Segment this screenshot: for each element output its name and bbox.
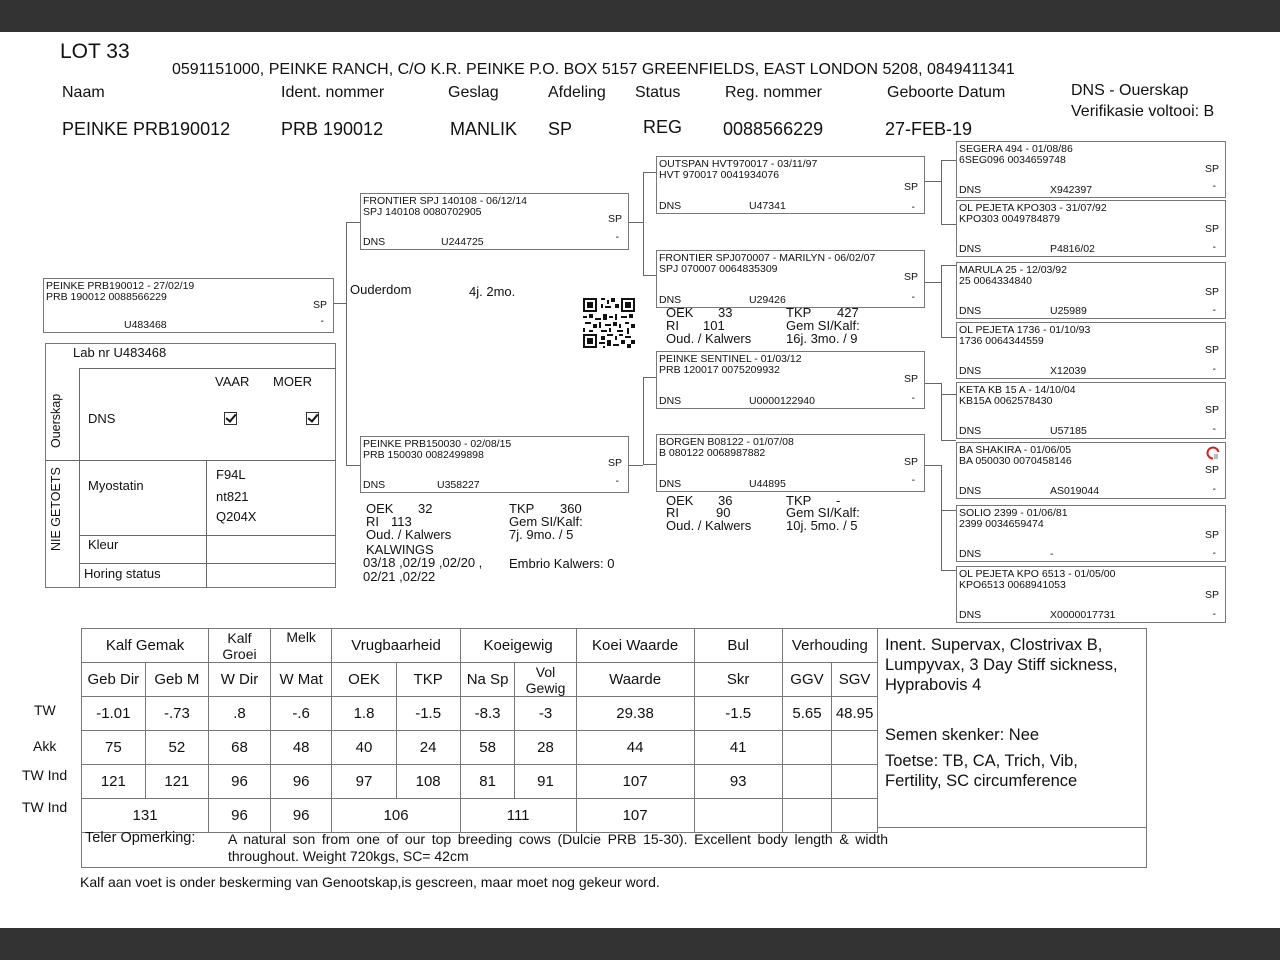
- ggp-dns: DNS: [959, 485, 982, 497]
- ouderdom-label: Ouderdom: [350, 282, 412, 297]
- label-geboorte: Geboorte Datum: [887, 84, 1006, 101]
- dam-ri-value: 113: [391, 514, 412, 529]
- cell: 96: [270, 799, 332, 833]
- gp-oek-value: 33: [718, 305, 733, 320]
- cell: 111: [460, 799, 576, 833]
- nie-getoets-label: NIE GETOETS: [49, 467, 63, 551]
- dam-oek-value: 32: [418, 501, 433, 516]
- connector: [346, 222, 347, 466]
- gp-id: U47341: [749, 200, 786, 212]
- ggp-dash: -: [1212, 483, 1216, 495]
- cell: 44: [576, 731, 694, 765]
- great-grandparent-box: [956, 262, 1226, 319]
- cell: 52: [145, 731, 208, 765]
- ggp-dash: -: [1212, 363, 1216, 375]
- ggp-line2: KB15A 0062578430: [959, 395, 1053, 407]
- cell: 41: [694, 731, 782, 765]
- gp-oek-label: OEK: [666, 493, 694, 508]
- cell: 107: [576, 765, 694, 799]
- ggp-sp: SP: [1204, 589, 1219, 601]
- connector: [941, 465, 942, 571]
- table-row: [82, 765, 878, 799]
- dam-tkp-value: 360: [560, 501, 582, 516]
- gp-line2: HVT 970017 0041934076: [659, 169, 780, 181]
- qr-code-icon: [583, 298, 635, 348]
- connector: [629, 465, 643, 466]
- gp-oek-label: OEK: [666, 305, 694, 320]
- row-label: Akk: [33, 738, 57, 754]
- connector: [643, 377, 644, 465]
- sire-box: [360, 193, 629, 250]
- ggp-line1: SOLIO 2399 - 01/06/81: [959, 507, 1068, 519]
- cell: -1.01: [82, 697, 146, 731]
- cell: .8: [209, 697, 271, 731]
- grandparent-box: [656, 434, 925, 492]
- grandparent-box: [656, 156, 925, 214]
- connector: [941, 160, 956, 161]
- breeder-remark: [81, 828, 1147, 868]
- column-header: TKP: [396, 663, 460, 697]
- cell: 48.95: [832, 697, 878, 731]
- grandparent-box: [656, 250, 925, 308]
- ggp-sp: SP: [1204, 344, 1219, 356]
- group-header: Bul: [694, 629, 782, 663]
- gp-id: U44895: [749, 478, 786, 490]
- cell: -3: [515, 697, 576, 731]
- value-geboorte: 27-FEB-19: [885, 119, 973, 139]
- sire-dash: -: [615, 231, 619, 243]
- ggp-id: X12039: [1050, 365, 1087, 377]
- gp-tkp-label: TKP: [786, 493, 812, 508]
- ggp-sp: SP: [1204, 529, 1219, 541]
- group-header: Koei Waarde: [576, 629, 694, 663]
- dam-tkp-label: TKP: [509, 501, 535, 516]
- moer-label: MOER: [273, 374, 312, 389]
- sire-line1: FRONTIER SPJ 140108 - 06/12/14: [363, 195, 527, 207]
- ggp-id: X0000017731: [1050, 609, 1116, 621]
- certified-logo-icon: [1206, 446, 1220, 460]
- ggp-id: -: [1050, 548, 1054, 560]
- connector: [643, 172, 657, 173]
- dam-line1: PEINKE PRB150030 - 02/08/15: [363, 438, 512, 450]
- connector: [941, 394, 956, 395]
- row-label: TW Ind: [22, 767, 68, 783]
- gp-id: U0000122940: [749, 395, 815, 407]
- animal-box: [43, 278, 334, 333]
- gp-oek-value: 36: [718, 493, 733, 508]
- cell: -1.5: [396, 697, 460, 731]
- ggp-dash: -: [1212, 608, 1216, 620]
- ggp-line1: MARULA 25 - 12/03/92: [959, 264, 1067, 276]
- dam-gem-label: Gem SI/Kalf:: [509, 514, 583, 529]
- great-grandparent-box: [956, 200, 1226, 257]
- gp-tkp-label: TKP: [786, 305, 812, 320]
- semen-donor-text: Semen skenker: Nee: [885, 726, 1040, 744]
- ouderdom-value: 4j. 2mo.: [469, 284, 516, 299]
- ggp-sp: SP: [1204, 404, 1219, 416]
- cell: 121: [82, 765, 146, 799]
- ggp-line1: SEGERA 494 - 01/08/86: [959, 143, 1073, 155]
- ggp-id: P4816/02: [1050, 243, 1095, 255]
- moer-check-icon: [306, 412, 319, 425]
- ggp-line2: 2399 0034659474: [959, 518, 1044, 530]
- connector: [941, 224, 956, 225]
- myostatin-q204x: Q204X: [216, 509, 257, 524]
- value-afdeling: SP: [548, 119, 573, 139]
- gp-dash: -: [911, 201, 915, 213]
- remark-label: Teler Opmerking:: [85, 830, 196, 846]
- connector: [941, 160, 942, 225]
- ggp-dash: -: [1212, 241, 1216, 253]
- gp-oud-value: 16j. 3mo. / 9: [786, 331, 858, 346]
- group-header: Vrugbaarheid: [332, 629, 460, 663]
- dam-dash: -: [615, 475, 619, 487]
- cell: [832, 731, 878, 765]
- dam-box: [360, 436, 629, 493]
- cell: [782, 731, 831, 765]
- group-header: Koeigewig: [460, 629, 576, 663]
- myostatin-label: Myostatin: [88, 478, 144, 493]
- gp-sp: SP: [903, 271, 918, 283]
- cell: 48: [270, 731, 332, 765]
- ggp-line2: 6SEG096 0034659748: [959, 154, 1066, 166]
- cell: 107: [576, 799, 694, 833]
- cell: 24: [396, 731, 460, 765]
- myostatin-f94l: F94L: [216, 467, 246, 482]
- table-row: [82, 731, 878, 765]
- great-grandparent-box: [956, 382, 1226, 439]
- cell: 58: [460, 731, 515, 765]
- column-header: Vol Gewig: [515, 663, 576, 697]
- gp-ri-label: RI: [666, 318, 679, 333]
- lab-results-panel: [45, 343, 336, 588]
- dam-ri-label: RI: [366, 514, 379, 529]
- connector: [346, 465, 360, 466]
- gp-oud-label: Oud. / Kalwers: [666, 331, 752, 346]
- ggp-line2: BA 050030 0070458146: [959, 455, 1072, 467]
- group-header: Melk: [270, 629, 332, 663]
- ggp-id: U25989: [1050, 305, 1087, 317]
- connector: [629, 222, 643, 223]
- connector: [941, 265, 942, 338]
- gp-line1: FRONTIER SPJ070007 - MARILYN - 06/02/07: [659, 252, 876, 264]
- cell: 96: [209, 799, 271, 833]
- animal-dash: -: [320, 315, 324, 327]
- sire-dns: DNS: [363, 236, 386, 248]
- cell: 29.38: [576, 697, 694, 731]
- gp-line1: OUTSPAN HVT970017 - 03/11/97: [659, 158, 818, 170]
- great-grandparent-box: [956, 322, 1226, 379]
- cell: [832, 765, 878, 799]
- gp-line2: B 080122 0068987882: [659, 447, 766, 459]
- myostatin-nt821: nt821: [216, 489, 249, 504]
- label-afdeling: Afdeling: [548, 84, 606, 101]
- great-grandparent-box: [956, 442, 1226, 499]
- group-header-row: [82, 629, 878, 663]
- cell: 28: [515, 731, 576, 765]
- gp-sp: SP: [903, 456, 918, 468]
- gp-dash: -: [911, 392, 915, 404]
- label-status: Status: [635, 84, 681, 101]
- gp-dns: DNS: [659, 478, 682, 490]
- group-header: Verhouding: [782, 629, 877, 663]
- dam-kalwings-label: KALWINGS: [366, 542, 434, 557]
- value-status: REG: [643, 117, 683, 137]
- column-header: W Mat: [270, 663, 332, 697]
- sire-line2: SPJ 140108 0080702905: [363, 206, 482, 218]
- cell: 68: [209, 731, 271, 765]
- footer-note: Kalf aan voet is onder beskerming van Genootskap,is gescreen, maar moet nog gekeur word.: [80, 874, 660, 890]
- horing-status-label: Horing status: [84, 566, 161, 581]
- dam-sp: SP: [607, 457, 622, 469]
- connector: [941, 337, 956, 338]
- cell: -8.3: [460, 697, 515, 731]
- ggp-line1: BA SHAKIRA - 01/06/05: [959, 444, 1072, 456]
- gp-tkp-value: 427: [837, 305, 859, 320]
- ggp-line1: KETA KB 15 A - 14/10/04: [959, 384, 1076, 396]
- gp-oud-label: Oud. / Kalwers: [666, 518, 752, 533]
- label-geslag: Geslag: [448, 84, 499, 101]
- dam-oek-label: OEK: [366, 501, 394, 516]
- cell: 121: [145, 765, 208, 799]
- gp-line2: SPJ 070007 0064835309: [659, 263, 778, 275]
- connector: [925, 383, 941, 384]
- ggp-dash: -: [1212, 547, 1216, 559]
- column-header: OEK: [332, 663, 396, 697]
- column-header: Geb M: [145, 663, 208, 697]
- gp-line1: BORGEN B08122 - 01/07/08: [659, 436, 794, 448]
- ouerskap-label: Ouerskap: [49, 393, 63, 448]
- gp-dns: DNS: [659, 395, 682, 407]
- connector: [941, 440, 956, 441]
- gp-gem-label: Gem SI/Kalf:: [786, 318, 860, 333]
- divider: [46, 460, 336, 461]
- gp-tkp-value: -: [836, 493, 841, 508]
- breeding-values-table: [81, 628, 878, 833]
- value-ident: PRB 190012: [281, 119, 384, 139]
- row-label: TW Ind: [22, 799, 68, 815]
- cell: 106: [332, 799, 460, 833]
- connector: [334, 303, 346, 304]
- ggp-line2: 1736 0064344559: [959, 335, 1044, 347]
- column-header-row: [82, 663, 878, 697]
- cell: 131: [82, 799, 209, 833]
- gp-line1: PEINKE SENTINEL - 01/03/12: [659, 353, 802, 365]
- dam-id: U358227: [437, 479, 480, 491]
- dam-oud-value: 7j. 9mo. / 5: [509, 527, 574, 542]
- gp-sp: SP: [903, 373, 918, 385]
- cell: -1.5: [694, 697, 782, 731]
- tests-text: Toetse: TB, CA, Trich, Vib, Fertility, SC circumference: [885, 752, 1078, 790]
- ggp-sp: SP: [1204, 223, 1219, 235]
- ggp-dns: DNS: [959, 243, 982, 255]
- column-header: W Dir: [209, 663, 271, 697]
- ggp-dash: -: [1212, 304, 1216, 316]
- column-header: SGV: [832, 663, 878, 697]
- connector: [941, 570, 956, 571]
- dam-dns: DNS: [363, 479, 386, 491]
- column-header: GGV: [782, 663, 831, 697]
- sire-sp: SP: [607, 213, 622, 225]
- column-header: Na Sp: [460, 663, 515, 697]
- column-header: Geb Dir: [82, 663, 146, 697]
- animal-line1: PEINKE PRB190012 - 27/02/19: [46, 280, 195, 292]
- group-header: Kalf Gemak: [82, 629, 209, 663]
- grandparent-box: [656, 351, 925, 409]
- top-bar: [0, 0, 1280, 32]
- svg-text:II: II: [1214, 454, 1218, 460]
- gp-ri-label: RI: [666, 505, 679, 520]
- bottom-bar: [0, 928, 1280, 960]
- ggp-line2: 25 0064334840: [959, 275, 1032, 287]
- table-row: [82, 697, 878, 731]
- gp-dns: DNS: [659, 294, 682, 306]
- vaar-label: VAAR: [215, 374, 250, 389]
- dam-line2: PRB 150030 0082499898: [363, 449, 484, 461]
- ggp-dash: -: [1212, 180, 1216, 192]
- gp-dns: DNS: [659, 200, 682, 212]
- connector: [941, 510, 956, 511]
- sire-id: U244725: [441, 236, 484, 248]
- cell: 96: [270, 765, 332, 799]
- connector: [643, 172, 644, 276]
- great-grandparent-box: [956, 566, 1226, 623]
- cell: 91: [515, 765, 576, 799]
- gp-id: U29426: [749, 294, 786, 306]
- cell: 5.65: [782, 697, 831, 731]
- cell: 97: [332, 765, 396, 799]
- divider: [79, 563, 336, 564]
- connector: [925, 181, 941, 182]
- column-header: Skr: [694, 663, 782, 697]
- value-reg: 0088566229: [723, 119, 824, 139]
- connector: [346, 222, 360, 223]
- ggp-dns: DNS: [959, 609, 982, 621]
- cell: 81: [460, 765, 515, 799]
- gp-sp: SP: [903, 181, 918, 193]
- connector: [643, 377, 657, 378]
- ggp-line1: OL PEJETA KPO303 - 31/07/92: [959, 202, 1107, 214]
- notes-panel: [877, 628, 1147, 828]
- animal-sp: SP: [312, 299, 327, 311]
- ggp-line2: KPO303 0049784879: [959, 213, 1061, 225]
- ggp-dns: DNS: [959, 184, 982, 196]
- vaar-check-icon: [224, 412, 237, 425]
- ggp-dash: -: [1212, 423, 1216, 435]
- gp-line2: PRB 120017 0075209932: [659, 364, 780, 376]
- cell: -.6: [270, 697, 332, 731]
- dam-oud-label: Oud. / Kalwers: [366, 527, 452, 542]
- label-dns-ouerskap: DNS - Ouerskap: [1071, 82, 1189, 99]
- gp-gem-label: Gem SI/Kalf:: [786, 505, 860, 520]
- divider: [79, 535, 336, 536]
- group-header: Kalf Groei: [209, 629, 271, 663]
- gp-ri-value: 101: [703, 318, 725, 333]
- animal-id: U483468: [124, 319, 167, 331]
- dam-kalwings-1: 03/18 ,02/19 ,02/20 ,: [363, 555, 483, 570]
- ggp-line1: OL PEJETA 1736 - 01/10/93: [959, 324, 1091, 336]
- row-label: TW: [34, 702, 56, 718]
- connector: [941, 265, 956, 266]
- cell: 40: [332, 731, 396, 765]
- dam-embrio: Embrio Kalwers: 0: [509, 556, 615, 571]
- value-naam: PEINKE PRB190012: [62, 119, 231, 139]
- gp-oud-value: 10j. 5mo. / 5: [786, 518, 858, 533]
- lot-number: LOT 33: [60, 40, 130, 63]
- value-geslag: MANLIK: [450, 119, 518, 139]
- ggp-dns: DNS: [959, 425, 982, 437]
- gp-dash: -: [911, 291, 915, 303]
- ggp-line1: OL PEJETA KPO 6513 - 01/05/00: [959, 568, 1116, 580]
- ggp-dns: DNS: [959, 305, 982, 317]
- lab-number: Lab nr U483468: [73, 345, 167, 360]
- remark-text: A natural son from one of our top breeding cows (Dulcie PRB 15-30). Excellent body length & width throughout. Weight 720kgs, SC= 42cm: [228, 831, 888, 864]
- cell: 93: [694, 765, 782, 799]
- gp-dash: -: [911, 474, 915, 486]
- divider: [206, 461, 207, 588]
- ggp-id: AS019044: [1050, 485, 1100, 497]
- inent-text: Inent. Supervax, Clostrivax B, Lumpyvax, 3 Day Stiff sickness, Hyprabovis 4: [885, 636, 1118, 694]
- dam-kalwings-2: 02/21 ,02/22: [363, 569, 436, 584]
- label-naam: Naam: [62, 84, 105, 101]
- cell: 75: [82, 731, 146, 765]
- connector: [643, 275, 657, 276]
- kleur-label: Kleur: [88, 537, 119, 552]
- cell: [782, 765, 831, 799]
- label-ident: Ident. nommer: [281, 84, 385, 101]
- gp-ri-value: 90: [716, 505, 731, 520]
- ggp-sp: SP: [1204, 286, 1219, 298]
- ggp-id: U57185: [1050, 425, 1087, 437]
- ggp-sp: SP: [1204, 464, 1219, 476]
- dns-label: DNS: [88, 411, 116, 426]
- great-grandparent-box: [956, 505, 1226, 562]
- ggp-dns: DNS: [959, 365, 982, 377]
- divider: [79, 368, 336, 369]
- ggp-line2: KPO6513 0068941053: [959, 579, 1066, 591]
- ggp-id: X942397: [1050, 184, 1093, 196]
- ggp-sp: SP: [1204, 163, 1219, 175]
- ggp-dns: DNS: [959, 548, 982, 560]
- divider: [79, 368, 80, 588]
- connector: [925, 465, 941, 466]
- cell: 108: [396, 765, 460, 799]
- column-header: Waarde: [576, 663, 694, 697]
- connector: [941, 395, 942, 440]
- connector: [925, 282, 941, 283]
- great-grandparent-box: [956, 141, 1226, 198]
- animal-line2: PRB 190012 0088566229: [46, 291, 167, 303]
- cell: -.73: [145, 697, 208, 731]
- cell: 96: [209, 765, 271, 799]
- cell: 1.8: [332, 697, 396, 731]
- connector: [643, 464, 657, 465]
- owner-details: 0591151000, PEINKE RANCH, C/O K.R. PEINKE P.O. BOX 5157 GREENFIELDS, EAST LONDON 5208, 0849411341: [172, 61, 1015, 78]
- label-reg: Reg. nommer: [725, 84, 822, 101]
- label-verifikasie: Verifikasie voltooi: B: [1071, 103, 1215, 120]
